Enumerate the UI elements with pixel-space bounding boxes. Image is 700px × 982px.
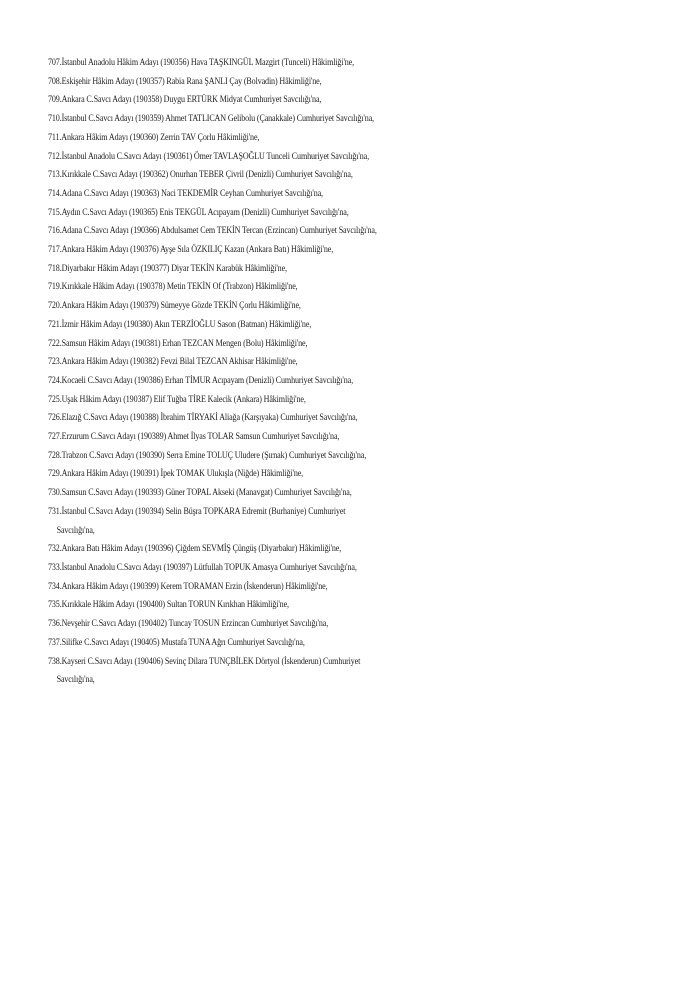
entry-text: 715.Aydın C.Savcı Adayı (190365) Enis TEKGÜL Acıpayam (Denizli) Cumhuriyet Savcılığı'na,: [48, 207, 349, 218]
entry-text: 737.Silifke C.Savcı Adayı (190405) Mustafa TUNA Ağrı Cumhuriyet Savcılığı'na,: [48, 637, 305, 648]
entry-text: 723.Ankara Hâkim Adayı (190382) Fevzi Bilal TEZCAN Akhisar Hâkimliği'ne,: [48, 357, 298, 368]
list-item: [48, 222, 573, 241]
entry-text: 719.Kırıkkale Hâkim Adayı (190378) Metin TEKİN Of (Trabzon) Hâkimliği'ne,: [48, 282, 298, 293]
entry-text: 707.İstanbul Anadolu Hâkim Adayı (190356) Hava TAŞKINGÜL Mazgirt (Tunceli) Hâkimliği'ne,: [48, 58, 355, 68]
list-item: [48, 372, 573, 391]
entry-text: 724.Kocaeli C.Savcı Adayı (190386) Erhan TİMUR Acıpayam (Denizli) Cumhuriyet Savcılığı'na,: [48, 375, 353, 386]
list-item: [48, 278, 573, 297]
entry-text: 731.İstanbul C.Savcı Adayı (190394) Selin Büşra TOPKARA Edremit (Burhaniye) Cumhuriyet: [48, 506, 346, 517]
entry-text: 733.İstanbul Anadolu C.Savcı Adayı (190397) Lütfullah TOPUK Amasya Cumhuriyet Savcılığı'na,: [48, 562, 357, 573]
entry-text: 710.İstanbul C.Savcı Adayı (190359) Ahmet TATLICAN Gelibolu (Çanakkale) Cumhuriyet Savcılığı'na,: [48, 114, 374, 125]
list-item: [48, 615, 573, 634]
list-item: [48, 596, 573, 615]
list-item: [48, 110, 573, 129]
entry-text: 736.Nevşehir C.Savcı Adayı (190402) Tuncay TOSUN Erzincan Cumhuriyet Savcılığı'na,: [48, 619, 329, 630]
entry-text: 718.Diyarbakır Hâkim Adayı (190377) Diyar TEKİN Karabük Hâkimliği'ne,: [48, 263, 287, 274]
list-item: [48, 297, 573, 316]
list-item: [48, 241, 573, 260]
entry-text: 729.Ankara Hâkim Adayı (190391) İpek TOMAK Ulukışla (Niğde) Hâkimliği'ne,: [48, 469, 304, 480]
list-item: [48, 185, 573, 204]
entry-text: 721.İzmir Hâkim Adayı (190380) Akın TERZİOĞLU Sason (Batman) Hâkimliği'ne,: [48, 319, 312, 330]
list-item: [48, 484, 573, 503]
list-item: [48, 559, 573, 578]
entry-text: 713.Kırıkkale C.Savcı Adayı (190362) Onurhan TEBER Çivril (Denizli) Cumhuriyet Savcılığı'na,: [48, 170, 353, 181]
entry-text: 735.Kırıkkale Hâkim Adayı (190400) Sultan TORUN Kırıkhan Hâkimliği'ne,: [48, 600, 289, 611]
list-item: [48, 260, 573, 279]
list-item: [48, 540, 573, 559]
entry-continuation: Savcılığı'na,: [56, 525, 95, 536]
list-item: [48, 148, 573, 167]
list-item: [48, 73, 573, 92]
entry-text: 714.Adana C.Savcı Adayı (190363) Naci TEKDEMİR Ceyhan Cumhuriyet Savcılığı'na,: [48, 188, 323, 199]
list-item: [48, 503, 573, 540]
list-item: [48, 447, 573, 466]
list-item: [48, 578, 573, 597]
list-item: [48, 465, 573, 484]
entry-text: 732.Ankara Batı Hâkim Adayı (190396) Çiğdem SEVMİŞ Çüngüş (Diyarbakır) Hâkimliği'ne,: [48, 544, 342, 555]
entry-text: 730.Samsun C.Savcı Adayı (190393) Güner TOPAL Akseki (Manavgat) Cumhuriyet Savcılığı'na,: [48, 488, 352, 499]
list-item: [48, 353, 573, 372]
list-item: [48, 316, 573, 335]
list-item: [48, 335, 573, 354]
entry-text: 716.Adana C.Savcı Adayı (190366) Abdulsamet Cem TEKİN Tercan (Erzincan) Cumhuriyet Savcılığı'na,: [48, 226, 377, 237]
entry-text: 727.Erzurum C.Savcı Adayı (190389) Ahmet İlyas TOLAR Samsun Cumhuriyet Savcılığı'na,: [48, 432, 340, 443]
entry-text: 709.Ankara C.Savcı Adayı (190358) Duygu ERTÜRK Midyat Cumhuriyet Savcılığı'na,: [48, 95, 322, 106]
list-item: [48, 204, 573, 223]
entry-text: 711.Ankara Hâkim Adayı (190360) Zerrin TAV Çorlu Hâkimliği'ne,: [48, 132, 260, 143]
entry-text: 725.Uşak Hâkim Adayı (190387) Elif Tuğba TİRE Kalecik (Ankara) Hâkimliği'ne,: [48, 394, 306, 405]
appointment-list: [48, 54, 573, 690]
entry-text: 728.Trabzon C.Savcı Adayı (190390) Serra Emine TOLUÇ Uludere (Şırnak) Cumhuriyet Savcılığı'na,: [48, 450, 367, 461]
list-item: [48, 653, 573, 690]
entry-text: 717.Ankara Hâkim Adayı (190376) Ayşe Sıla ÖZKILIÇ Kazan (Ankara Batı) Hâkimliği'ne,: [48, 245, 334, 256]
entry-text: 708.Eskişehir Hâkim Adayı (190357) Rabia Rana ŞANLI Çay (Bolvadin) Hâkimliği'ne,: [48, 76, 322, 87]
entry-text: 734.Ankara Hâkim Adayı (190399) Kerem TORAMAN Erzin (İskenderun) Hâkimliği'ne,: [48, 581, 328, 592]
list-item: [48, 54, 573, 73]
entry-text: 738.Kayseri C.Savcı Adayı (190406) Sevinç Dilara TUNÇBİLEK Dörtyol (İskenderun) Cumhuriyet: [48, 656, 361, 667]
entry-text: 712.İstanbul Anadolu C.Savcı Adayı (190361) Ömer TAVLAŞOĞLU Tunceli Cumhuriyet Savcılığı'na,: [48, 151, 369, 162]
list-item: [48, 91, 573, 110]
entry-text: 726.Elazığ C.Savcı Adayı (190388) İbrahim TİRYAKİ Aliağa (Karşıyaka) Cumhuriyet Savcılığı'na,: [48, 413, 358, 424]
list-item: [48, 409, 573, 428]
list-item: [48, 391, 573, 410]
list-item: [48, 129, 573, 148]
entry-text: 720.Ankara Hâkim Adayı (190379) Sümeyye Gözde TEKİN Çorlu Hâkimliği'ne,: [48, 301, 301, 312]
list-item: [48, 634, 573, 653]
entry-continuation: Savcılığı'na,: [56, 675, 95, 686]
list-item: [48, 428, 573, 447]
entry-text: 722.Samsun Hâkim Adayı (190381) Erhan TEZCAN Mengen (Bolu) Hâkimliği'ne,: [48, 338, 308, 349]
list-item: [48, 166, 573, 185]
